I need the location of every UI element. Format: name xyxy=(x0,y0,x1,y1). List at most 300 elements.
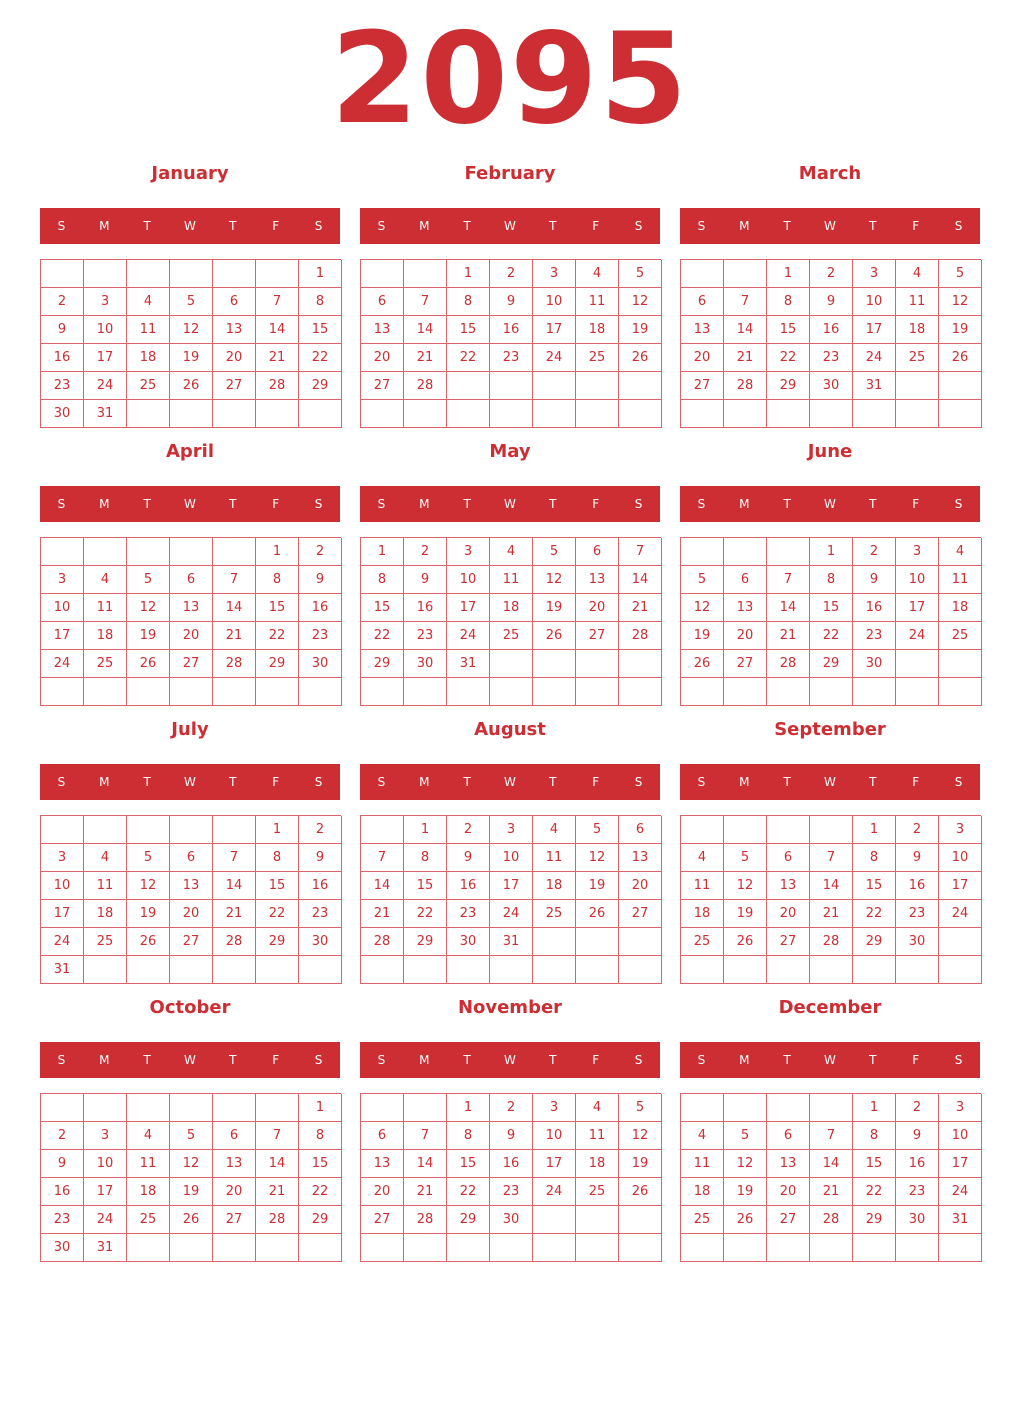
empty-day-cell xyxy=(404,1234,447,1262)
day-cell: 12 xyxy=(681,594,724,622)
day-cell: 23 xyxy=(853,622,896,650)
empty-day-cell xyxy=(490,1234,533,1262)
day-cell: 11 xyxy=(896,288,939,316)
day-cell: 8 xyxy=(767,288,810,316)
day-cell: 23 xyxy=(41,372,84,400)
day-grid xyxy=(40,815,341,984)
day-cell: 11 xyxy=(533,844,576,872)
day-cell: 11 xyxy=(127,1150,170,1178)
day-cell: 13 xyxy=(170,872,213,900)
empty-day-cell xyxy=(256,260,299,288)
day-cell: 17 xyxy=(447,594,490,622)
day-grid xyxy=(40,1093,341,1262)
day-cell: 5 xyxy=(170,1122,213,1150)
day-cell: 26 xyxy=(127,928,170,956)
day-cell: 19 xyxy=(724,1178,767,1206)
day-cell: 12 xyxy=(576,844,619,872)
day-grid xyxy=(360,1093,661,1262)
month-name: March xyxy=(798,163,862,184)
day-cell: 21 xyxy=(619,594,662,622)
day-cell: 1 xyxy=(361,538,404,566)
weekday-label: S xyxy=(697,219,706,233)
weekday-label: M xyxy=(99,219,110,233)
day-cell: 29 xyxy=(361,650,404,678)
weekday-label: W xyxy=(504,497,516,511)
day-cell: 24 xyxy=(41,650,84,678)
day-cell: 1 xyxy=(256,538,299,566)
day-cell: 2 xyxy=(299,538,342,566)
day-cell: 27 xyxy=(767,1206,810,1234)
weekday-label: M xyxy=(419,219,430,233)
month-name: May xyxy=(489,441,531,462)
empty-day-cell xyxy=(213,260,256,288)
empty-day-cell xyxy=(939,400,982,428)
day-cell: 13 xyxy=(361,316,404,344)
empty-day-cell xyxy=(41,538,84,566)
day-cell: 5 xyxy=(939,260,982,288)
empty-day-cell xyxy=(533,650,576,678)
empty-day-cell xyxy=(576,1206,619,1234)
day-cell: 30 xyxy=(41,1234,84,1262)
empty-day-cell xyxy=(681,260,724,288)
weekday-label: M xyxy=(419,775,430,789)
weekday-label: F xyxy=(592,1053,600,1067)
day-cell: 26 xyxy=(533,622,576,650)
day-cell: 7 xyxy=(213,844,256,872)
day-cell: 3 xyxy=(533,1094,576,1122)
weekday-label: S xyxy=(697,497,706,511)
day-cell: 14 xyxy=(404,1150,447,1178)
day-cell: 15 xyxy=(853,1150,896,1178)
weekday-label: T xyxy=(229,219,237,233)
empty-day-cell xyxy=(896,372,939,400)
day-cell: 20 xyxy=(724,622,767,650)
day-cell: 19 xyxy=(533,594,576,622)
day-cell: 7 xyxy=(724,288,767,316)
day-cell: 19 xyxy=(939,316,982,344)
day-cell: 9 xyxy=(490,1122,533,1150)
day-cell: 14 xyxy=(361,872,404,900)
day-cell: 18 xyxy=(896,316,939,344)
day-cell: 30 xyxy=(896,928,939,956)
weekday-label: S xyxy=(634,775,643,789)
day-cell: 5 xyxy=(619,1094,662,1122)
day-cell: 12 xyxy=(939,288,982,316)
day-grid xyxy=(680,815,981,984)
day-cell: 6 xyxy=(767,1122,810,1150)
empty-day-cell xyxy=(490,372,533,400)
day-cell: 24 xyxy=(533,1178,576,1206)
day-cell: 19 xyxy=(127,900,170,928)
day-cell: 25 xyxy=(127,372,170,400)
day-cell: 19 xyxy=(724,900,767,928)
day-cell: 27 xyxy=(767,928,810,956)
day-grid xyxy=(680,537,981,706)
day-cell: 3 xyxy=(490,816,533,844)
day-cell: 17 xyxy=(490,872,533,900)
weekday-label: T xyxy=(143,1053,151,1067)
empty-day-cell xyxy=(447,956,490,984)
day-cell: 20 xyxy=(361,1178,404,1206)
weekday-label: T xyxy=(783,219,791,233)
day-cell: 15 xyxy=(810,594,853,622)
empty-day-cell xyxy=(681,538,724,566)
empty-day-cell xyxy=(724,1094,767,1122)
weekday-label: M xyxy=(739,219,750,233)
day-cell: 16 xyxy=(810,316,853,344)
empty-day-cell xyxy=(853,400,896,428)
day-cell: 2 xyxy=(896,1094,939,1122)
day-cell: 10 xyxy=(853,288,896,316)
day-cell: 30 xyxy=(810,372,853,400)
day-cell: 11 xyxy=(681,1150,724,1178)
day-cell: 7 xyxy=(213,566,256,594)
day-cell: 27 xyxy=(619,900,662,928)
empty-day-cell xyxy=(41,1094,84,1122)
weekday-label: W xyxy=(824,497,836,511)
day-cell: 27 xyxy=(576,622,619,650)
day-cell: 18 xyxy=(681,1178,724,1206)
empty-day-cell xyxy=(127,1234,170,1262)
empty-day-cell xyxy=(404,1094,447,1122)
empty-day-cell xyxy=(361,400,404,428)
day-cell: 29 xyxy=(810,650,853,678)
day-cell: 28 xyxy=(404,372,447,400)
day-cell: 18 xyxy=(127,344,170,372)
day-cell: 11 xyxy=(576,288,619,316)
day-cell: 14 xyxy=(404,316,447,344)
weekday-label: W xyxy=(824,219,836,233)
day-cell: 28 xyxy=(213,650,256,678)
day-cell: 1 xyxy=(853,1094,896,1122)
day-cell: 23 xyxy=(490,344,533,372)
day-cell: 17 xyxy=(939,872,982,900)
day-cell: 23 xyxy=(299,900,342,928)
weekday-label: F xyxy=(592,497,600,511)
weekday-label: S xyxy=(697,1053,706,1067)
weekday-label: T xyxy=(783,497,791,511)
day-cell: 12 xyxy=(619,288,662,316)
day-cell: 19 xyxy=(681,622,724,650)
empty-day-cell xyxy=(127,678,170,706)
empty-day-cell xyxy=(896,678,939,706)
empty-day-cell xyxy=(724,260,767,288)
day-cell: 18 xyxy=(681,900,724,928)
empty-day-cell xyxy=(681,956,724,984)
empty-day-cell xyxy=(447,400,490,428)
weekday-label: W xyxy=(504,775,516,789)
weekday-label: T xyxy=(549,1053,557,1067)
empty-day-cell xyxy=(681,1094,724,1122)
empty-day-cell xyxy=(724,1234,767,1262)
day-cell: 8 xyxy=(361,566,404,594)
month-name: December xyxy=(778,997,882,1018)
empty-day-cell xyxy=(576,1234,619,1262)
empty-day-cell xyxy=(681,816,724,844)
day-cell: 29 xyxy=(299,1206,342,1234)
empty-day-cell xyxy=(84,538,127,566)
day-cell: 29 xyxy=(256,928,299,956)
weekday-label: F xyxy=(272,1053,280,1067)
day-cell: 29 xyxy=(767,372,810,400)
day-cell: 5 xyxy=(170,288,213,316)
day-cell: 22 xyxy=(853,1178,896,1206)
empty-day-cell xyxy=(127,1094,170,1122)
weekday-label: T xyxy=(143,219,151,233)
day-cell: 22 xyxy=(299,344,342,372)
weekday-label: F xyxy=(592,775,600,789)
day-cell: 13 xyxy=(767,872,810,900)
day-cell: 7 xyxy=(767,566,810,594)
day-cell: 15 xyxy=(853,872,896,900)
day-cell: 16 xyxy=(299,872,342,900)
day-cell: 17 xyxy=(533,1150,576,1178)
empty-day-cell xyxy=(533,678,576,706)
day-cell: 10 xyxy=(939,1122,982,1150)
day-cell: 5 xyxy=(724,1122,767,1150)
empty-day-cell xyxy=(576,400,619,428)
empty-day-cell xyxy=(299,400,342,428)
day-cell: 1 xyxy=(853,816,896,844)
empty-day-cell xyxy=(767,1234,810,1262)
day-cell: 31 xyxy=(41,956,84,984)
day-cell: 14 xyxy=(256,316,299,344)
weekday-label: F xyxy=(912,775,920,789)
day-cell: 24 xyxy=(447,622,490,650)
day-cell: 6 xyxy=(576,538,619,566)
day-cell: 21 xyxy=(361,900,404,928)
day-cell: 8 xyxy=(853,1122,896,1150)
weekday-label: T xyxy=(143,775,151,789)
day-cell: 21 xyxy=(213,622,256,650)
day-cell: 25 xyxy=(533,900,576,928)
empty-day-cell xyxy=(213,538,256,566)
weekday-label: T xyxy=(869,775,877,789)
day-cell: 27 xyxy=(170,650,213,678)
empty-day-cell xyxy=(896,400,939,428)
day-cell: 30 xyxy=(853,650,896,678)
day-cell: 3 xyxy=(41,566,84,594)
weekday-label: S xyxy=(697,775,706,789)
month-name: August xyxy=(474,719,546,740)
day-cell: 4 xyxy=(533,816,576,844)
day-cell: 25 xyxy=(939,622,982,650)
empty-day-cell xyxy=(896,956,939,984)
weekday-label: W xyxy=(824,1053,836,1067)
weekday-label: M xyxy=(99,497,110,511)
weekday-header xyxy=(40,1042,340,1078)
empty-day-cell xyxy=(256,956,299,984)
empty-day-cell xyxy=(619,678,662,706)
weekday-label: F xyxy=(912,219,920,233)
empty-day-cell xyxy=(939,650,982,678)
day-cell: 22 xyxy=(853,900,896,928)
day-cell: 29 xyxy=(404,928,447,956)
day-cell: 23 xyxy=(447,900,490,928)
empty-day-cell xyxy=(576,678,619,706)
empty-day-cell xyxy=(213,1234,256,1262)
day-cell: 28 xyxy=(619,622,662,650)
weekday-label: M xyxy=(99,775,110,789)
day-cell: 4 xyxy=(84,566,127,594)
day-cell: 8 xyxy=(256,844,299,872)
day-cell: 23 xyxy=(810,344,853,372)
day-cell: 8 xyxy=(447,1122,490,1150)
empty-day-cell xyxy=(853,1234,896,1262)
empty-day-cell xyxy=(853,956,896,984)
day-cell: 31 xyxy=(939,1206,982,1234)
empty-day-cell xyxy=(256,1234,299,1262)
empty-day-cell xyxy=(767,1094,810,1122)
day-cell: 22 xyxy=(361,622,404,650)
day-cell: 21 xyxy=(724,344,767,372)
day-cell: 1 xyxy=(299,1094,342,1122)
weekday-label: M xyxy=(739,775,750,789)
empty-day-cell xyxy=(533,1234,576,1262)
day-cell: 22 xyxy=(767,344,810,372)
day-cell: 8 xyxy=(810,566,853,594)
day-cell: 22 xyxy=(447,1178,490,1206)
empty-day-cell xyxy=(767,678,810,706)
day-cell: 18 xyxy=(939,594,982,622)
day-cell: 7 xyxy=(361,844,404,872)
weekday-label: T xyxy=(869,1053,877,1067)
empty-day-cell xyxy=(939,928,982,956)
day-cell: 27 xyxy=(724,650,767,678)
day-cell: 2 xyxy=(447,816,490,844)
month-name: February xyxy=(464,163,556,184)
day-cell: 16 xyxy=(404,594,447,622)
day-cell: 5 xyxy=(576,816,619,844)
weekday-label: S xyxy=(634,219,643,233)
empty-day-cell xyxy=(576,956,619,984)
day-cell: 9 xyxy=(404,566,447,594)
day-cell: 6 xyxy=(170,844,213,872)
day-cell: 29 xyxy=(447,1206,490,1234)
empty-day-cell xyxy=(810,400,853,428)
day-cell: 27 xyxy=(170,928,213,956)
weekday-label: W xyxy=(184,497,196,511)
day-cell: 20 xyxy=(170,900,213,928)
empty-day-cell xyxy=(810,1234,853,1262)
day-cell: 3 xyxy=(84,288,127,316)
day-cell: 6 xyxy=(213,1122,256,1150)
day-cell: 21 xyxy=(256,1178,299,1206)
month-name: September xyxy=(774,719,886,740)
weekday-label: T xyxy=(463,497,471,511)
weekday-label: W xyxy=(184,1053,196,1067)
empty-day-cell xyxy=(447,678,490,706)
weekday-label: S xyxy=(954,1053,963,1067)
day-cell: 12 xyxy=(127,594,170,622)
day-cell: 24 xyxy=(533,344,576,372)
empty-day-cell xyxy=(84,1094,127,1122)
empty-day-cell xyxy=(170,400,213,428)
day-cell: 19 xyxy=(576,872,619,900)
day-cell: 27 xyxy=(361,1206,404,1234)
empty-day-cell xyxy=(127,816,170,844)
day-cell: 29 xyxy=(853,1206,896,1234)
empty-day-cell xyxy=(724,678,767,706)
empty-day-cell xyxy=(533,928,576,956)
empty-day-cell xyxy=(896,650,939,678)
day-cell: 1 xyxy=(767,260,810,288)
day-cell: 25 xyxy=(84,928,127,956)
empty-day-cell xyxy=(299,1234,342,1262)
empty-day-cell xyxy=(213,956,256,984)
day-cell: 8 xyxy=(447,288,490,316)
day-cell: 18 xyxy=(576,316,619,344)
weekday-header xyxy=(40,208,340,244)
day-cell: 29 xyxy=(256,650,299,678)
day-cell: 8 xyxy=(853,844,896,872)
day-cell: 17 xyxy=(84,344,127,372)
weekday-label: T xyxy=(549,775,557,789)
day-cell: 18 xyxy=(84,900,127,928)
empty-day-cell xyxy=(533,956,576,984)
day-cell: 1 xyxy=(447,260,490,288)
empty-day-cell xyxy=(490,956,533,984)
empty-day-cell xyxy=(724,538,767,566)
day-cell: 23 xyxy=(299,622,342,650)
empty-day-cell xyxy=(41,678,84,706)
empty-day-cell xyxy=(490,400,533,428)
day-cell: 20 xyxy=(361,344,404,372)
day-cell: 10 xyxy=(939,844,982,872)
day-cell: 5 xyxy=(619,260,662,288)
day-cell: 11 xyxy=(84,594,127,622)
day-cell: 7 xyxy=(810,844,853,872)
day-cell: 30 xyxy=(299,928,342,956)
day-cell: 19 xyxy=(170,344,213,372)
day-cell: 26 xyxy=(724,928,767,956)
day-cell: 10 xyxy=(533,1122,576,1150)
weekday-label: S xyxy=(57,497,66,511)
day-cell: 21 xyxy=(810,900,853,928)
day-cell: 31 xyxy=(490,928,533,956)
empty-day-cell xyxy=(724,400,767,428)
weekday-label: T xyxy=(549,497,557,511)
empty-day-cell xyxy=(404,678,447,706)
day-cell: 9 xyxy=(810,288,853,316)
day-cell: 16 xyxy=(41,344,84,372)
day-cell: 13 xyxy=(767,1150,810,1178)
day-cell: 6 xyxy=(681,288,724,316)
day-cell: 3 xyxy=(853,260,896,288)
empty-day-cell xyxy=(681,400,724,428)
day-cell: 7 xyxy=(404,1122,447,1150)
day-cell: 25 xyxy=(84,650,127,678)
day-cell: 28 xyxy=(810,1206,853,1234)
day-cell: 9 xyxy=(853,566,896,594)
day-cell: 16 xyxy=(490,1150,533,1178)
day-cell: 4 xyxy=(576,260,619,288)
day-cell: 24 xyxy=(41,928,84,956)
weekday-label: T xyxy=(229,497,237,511)
day-cell: 6 xyxy=(170,566,213,594)
weekday-label: M xyxy=(99,1053,110,1067)
day-cell: 25 xyxy=(576,1178,619,1206)
empty-day-cell xyxy=(619,372,662,400)
day-cell: 31 xyxy=(853,372,896,400)
empty-day-cell xyxy=(810,678,853,706)
day-cell: 29 xyxy=(853,928,896,956)
weekday-label: T xyxy=(869,497,877,511)
day-cell: 14 xyxy=(810,1150,853,1178)
day-cell: 15 xyxy=(447,1150,490,1178)
day-cell: 4 xyxy=(939,538,982,566)
empty-day-cell xyxy=(127,956,170,984)
